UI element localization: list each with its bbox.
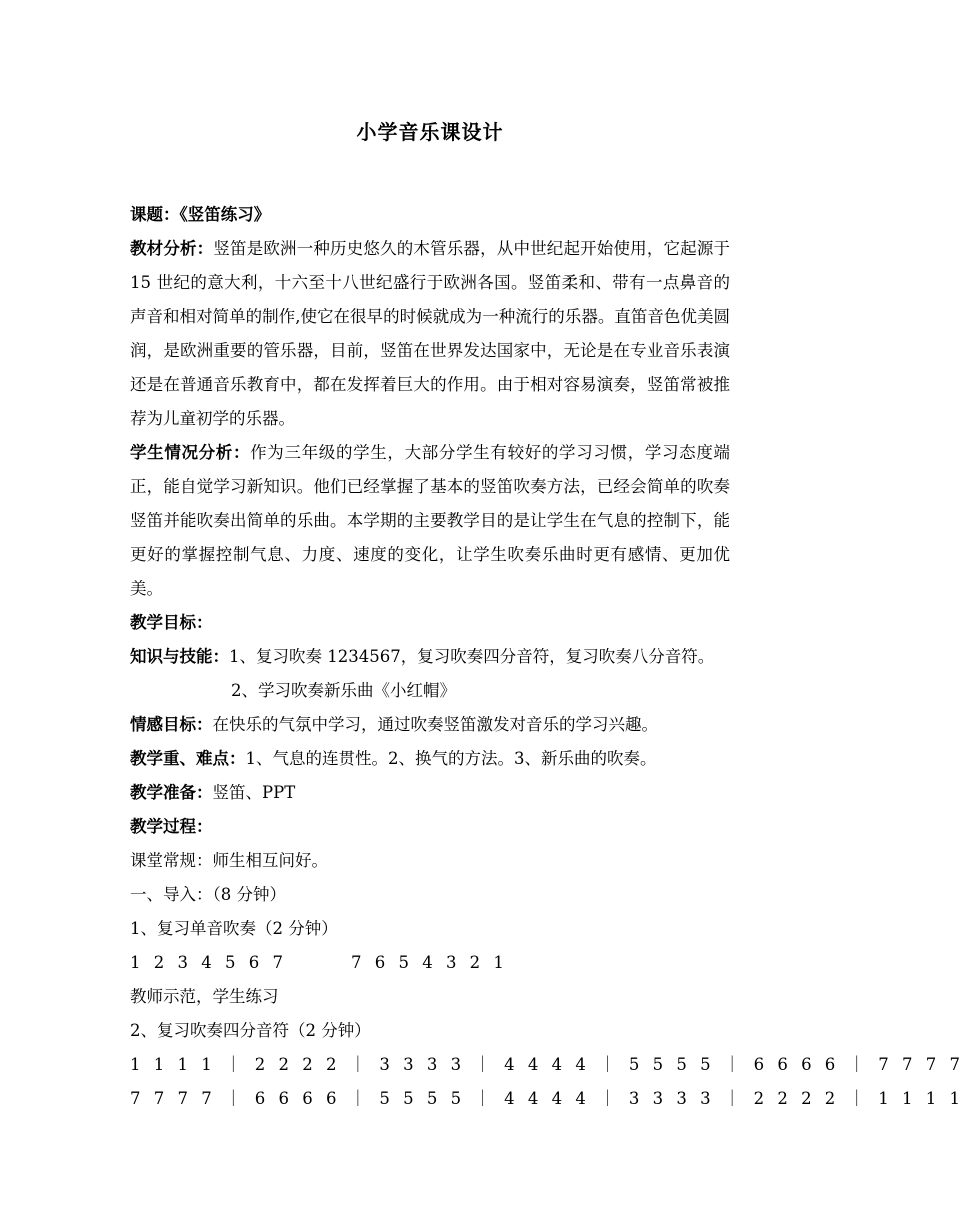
review1-note: 教师示范，学生练习 (130, 987, 279, 1006)
page-title: 小学音乐课设计 (356, 120, 504, 144)
intro-line: 一、导入：（8 分钟） (130, 885, 286, 904)
review1-heading: 1、复习单音吹奏（2 分钟） (130, 919, 338, 938)
material-label: 教材分析： (130, 239, 214, 258)
emotion-line (130, 708, 730, 742)
document-body (130, 198, 964, 1116)
skills-text-1: 1、复习吹奏 1234567，复习吹奏四分音符，复习吹奏八分音符。 (229, 647, 715, 666)
material-text: 竖笛是欧洲一种历史悠久的木管乐器，从中世纪起开始使用，它起源于 15 世纪的意大利，十六至十八世纪盛行于欧洲各国。竖笛柔和、带有一点鼻音的声音和相对简单的制作,使它在很早的时候就成为一种流行的乐器。直笛音色优美圆润，是欧洲重要的管乐器，目前，竖笛在世界发达国家中，无论是在专业音乐表演还是在普通音乐教育中，都在发挥着巨大的作用。由于相对容易演奏，竖笛常被推荐为儿童初学的乐器。 (130, 239, 731, 428)
keypoints-line (130, 742, 730, 776)
skills-line-1 (130, 640, 730, 674)
topic-value: 《竖笛练习》 (179, 205, 271, 224)
quarter-notes-row-1: 1 1 1 1 ｜ 2 2 2 2 ｜ 3 3 3 3 ｜ 4 4 4 4 ｜ 5 5 5 5 ｜ 6 6 6 6 ｜ 7 7 7 7 (130, 1055, 964, 1074)
prep-label: 教学准备： (130, 783, 213, 802)
students-label: 学生情况分析： (130, 443, 251, 462)
prep-text: 竖笛、PPT (212, 783, 296, 802)
students-paragraph (130, 436, 730, 606)
skills-line-2: 2、学习吹奏新乐曲《小红帽》 (231, 681, 456, 700)
emotion-text: 在快乐的气氛中学习，通过吹奏竖笛激发对音乐的学习兴趣。 (212, 715, 658, 734)
keypoints-text: 1、气息的连贯性。2、换气的方法。3、新乐曲的吹奏。 (245, 749, 657, 768)
quarter-notes-row-2: 7 7 7 7 ｜ 6 6 6 6 ｜ 5 5 5 5 ｜ 4 4 4 4 ｜ 3 3 3 3 ｜ 2 2 2 2 ｜ 1 1 1 1 (130, 1089, 964, 1108)
scale-line (130, 946, 730, 980)
skills-label: 知识与技能： (130, 647, 229, 666)
prep-line (130, 776, 730, 810)
topic-label: 课题： (130, 205, 180, 224)
material-paragraph (130, 232, 730, 436)
topic-line (130, 198, 730, 232)
emotion-label: 情感目标： (130, 715, 213, 734)
process-heading: 教学过程： (130, 817, 213, 836)
goals-heading: 教学目标： (130, 613, 213, 632)
review2-heading: 2、复习吹奏四分音符（2 分钟） (130, 1021, 371, 1040)
scale-down: 7 6 5 4 3 2 1 (350, 953, 508, 972)
routine-line: 课堂常规：师生相互问好。 (130, 851, 328, 870)
keypoints-label: 教学重、难点： (130, 749, 246, 768)
scale-up: 1 2 3 4 5 6 7 (130, 953, 287, 972)
students-text: 作为三年级的学生，大部分学生有较好的学习习惯，学习态度端正，能自觉学习新知识。他们已经掌握了基本的竖笛吹奏方法，已经会简单的吹奏竖笛并能吹奏出简单的乐曲。本学期的主要教学目的是让学生在气息的控制下，能更好的掌握控制气息、力度、速度的变化，让学生吹奏乐曲时更有感情、更加优美。 (130, 443, 731, 598)
